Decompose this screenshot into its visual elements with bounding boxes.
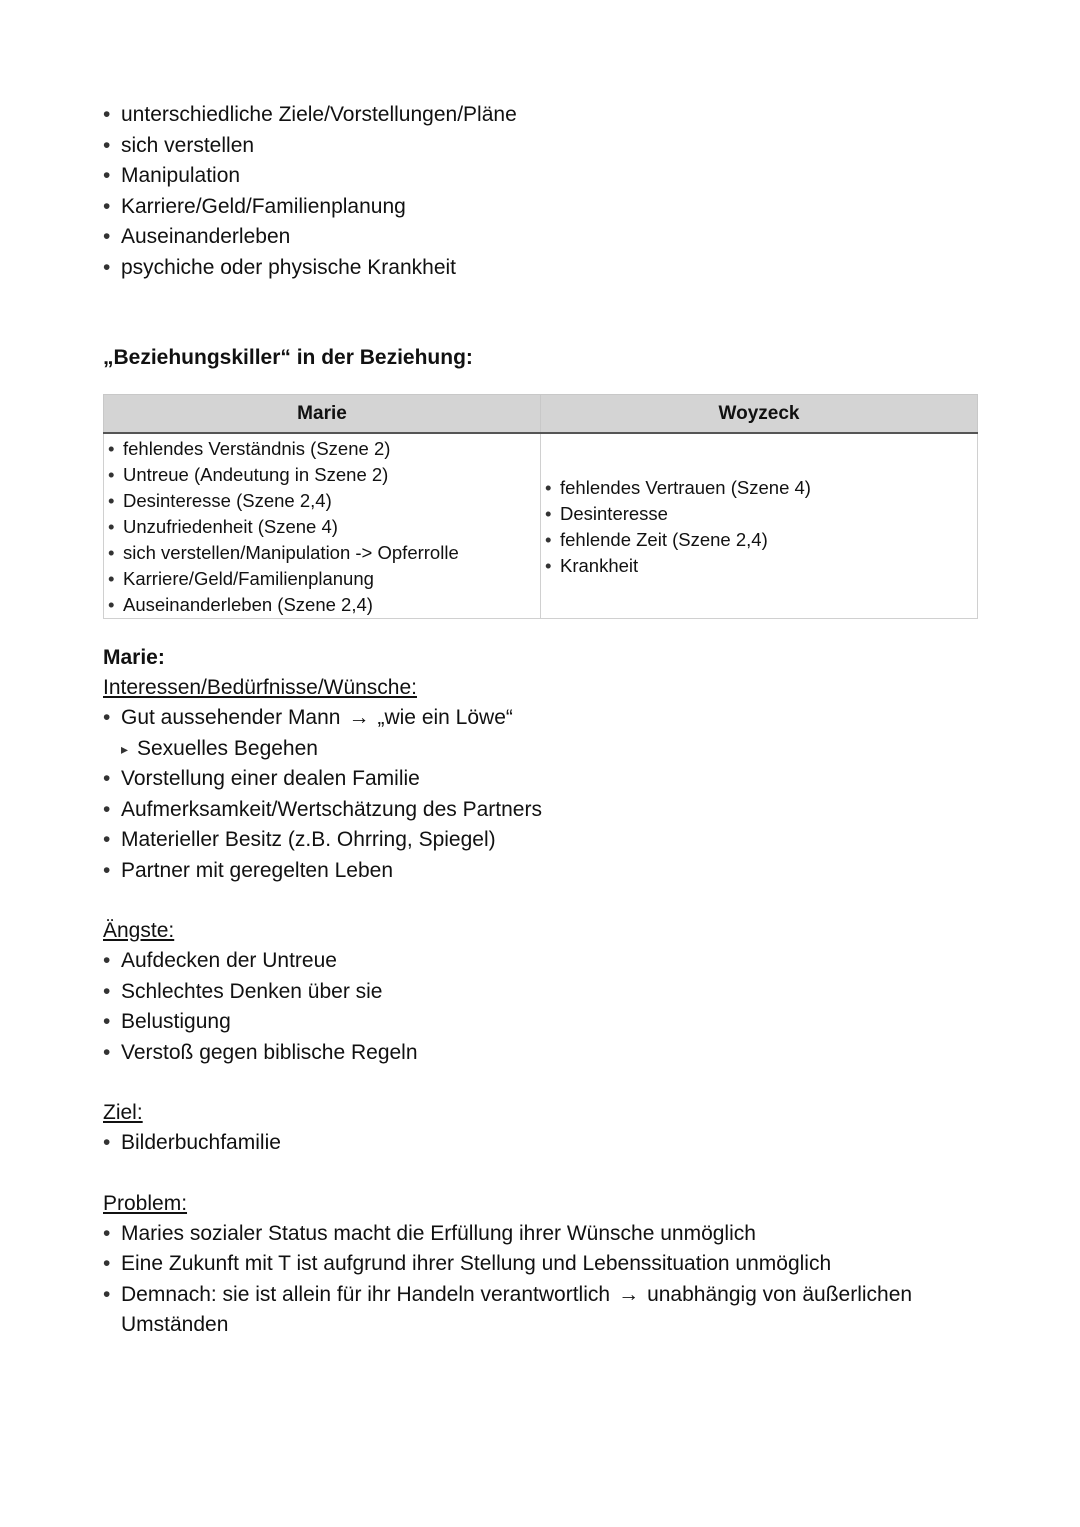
list-item: • Vorstellung einer dealen Familie: [103, 764, 983, 795]
list-subitem: [103, 734, 983, 765]
table-cell-woyzeck: [541, 433, 978, 619]
list-item: • Auseinanderleben: [103, 222, 983, 253]
list-item: • Unzufriedenheit (Szene 4): [104, 514, 540, 540]
list-item: • Karriere/Geld/Familienplanung: [104, 566, 540, 592]
killer-title: „Beziehungskiller“ in der Beziehung:: [103, 346, 473, 369]
list-item: • sich verstellen: [103, 131, 983, 162]
list-item: • psychiche oder physische Krankheit: [103, 253, 983, 284]
problem-heading: Problem:: [103, 1191, 188, 1215]
list-item: • Krankheit: [541, 553, 977, 579]
list-item: • Materieller Besitz (z.B. Ohrring, Spiegel): [103, 825, 983, 856]
arrow-right-icon: →: [348, 706, 370, 729]
arrow-right-icon: →: [618, 1282, 640, 1306]
list-item: • Schlechtes Denken über sie: [103, 977, 983, 1008]
goals-list: [103, 1128, 983, 1159]
list-item: • Maries sozialer Status macht die Erfüllung ihrer Wünsche unmöglich: [103, 1219, 983, 1250]
list-item: • Eine Zukunft mit T ist aufgrund ihrer Stellung und Lebenssituation unmöglich: [103, 1249, 983, 1280]
list-item: [103, 703, 983, 734]
list-item: • Aufdecken der Untreue: [103, 946, 983, 977]
list-item: • fehlendes Vertrauen (Szene 4): [541, 475, 977, 501]
list-item: • Auseinanderleben (Szene 2,4): [104, 592, 540, 618]
list-item: • Aufmerksamkeit/Wertschätzung des Partners: [103, 795, 983, 826]
list-item: • Desinteresse: [541, 501, 977, 527]
beziehungskiller-table: [103, 394, 978, 619]
list-item: • sich verstellen/Manipulation -> Opferrolle: [104, 540, 540, 566]
list-item: • Bilderbuchfamilie: [103, 1128, 983, 1159]
list-item: • Verstoß gegen biblische Regeln: [103, 1038, 983, 1069]
list-item: [103, 1280, 981, 1341]
problem-tail: unabhängig von äußerlichen Umständen: [121, 1282, 913, 1336]
table-cell-marie: [104, 433, 541, 619]
intro-list: [103, 100, 983, 283]
list-item: • Belustigung: [103, 1007, 983, 1038]
list-item: • unterschiedliche Ziele/Vorstellungen/Pläne: [103, 100, 983, 131]
interest-text: Gut aussehender Mann: [121, 706, 341, 729]
fears-heading: Ängste:: [103, 919, 175, 942]
marie-title: Marie:: [103, 646, 165, 669]
list-item: • Untreue (Andeutung in Szene 2): [104, 462, 540, 488]
list-item: • Desinteresse (Szene 2,4): [104, 488, 540, 514]
problem-text: Demnach: sie ist allein für ihr Handeln verantwortlich: [121, 1282, 611, 1306]
document-page: [103, 100, 983, 1341]
problems-list: [103, 1219, 983, 1341]
list-item: • Partner mit geregelten Leben: [103, 856, 983, 887]
table-header-marie: Marie: [104, 395, 541, 434]
table-header-woyzeck: Woyzeck: [541, 395, 978, 434]
list-item: • fehlendes Verständnis (Szene 2): [104, 436, 540, 462]
sub-bullet: [121, 734, 983, 765]
fears-list: [103, 946, 983, 1068]
interest-quote: „wie ein Löwe“: [377, 706, 513, 729]
list-item: • fehlende Zeit (Szene 2,4): [541, 527, 977, 553]
interests-heading: Interessen/Bedürfnisse/Wünsche:: [103, 676, 417, 699]
list-item: • Manipulation: [103, 161, 983, 192]
interests-list: [103, 703, 983, 886]
subitem-text: Sexuelles Begehen: [137, 736, 318, 760]
goal-heading: Ziel:: [103, 1101, 143, 1124]
list-item: • Karriere/Geld/Familienplanung: [103, 192, 983, 223]
